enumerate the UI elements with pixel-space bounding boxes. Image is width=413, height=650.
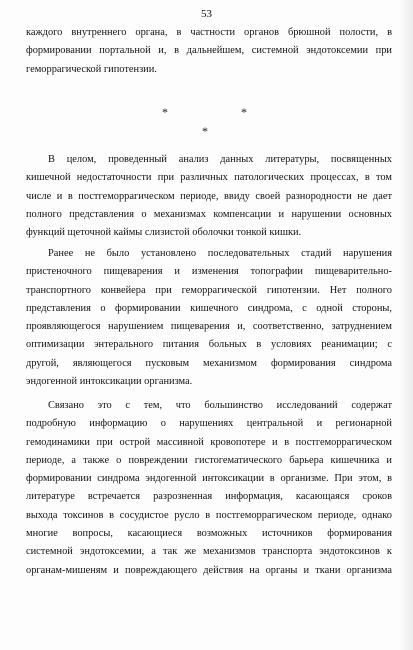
text-line: проявляющегося нарушением пищеварения и, соответственно, затруднением [26,321,392,333]
text-line: органам-мишеням и повреждающего действия на органы и ткани организма [26,564,392,576]
text-line: системной эндотоксемии, а так же механизмов транспорта эндотоксинов к [26,546,392,558]
text-line: другой, являющегося пусковым механизмом формирования синдрома [26,357,392,369]
text-line: формировании портальной и, в дальнейшем, системной эндотоксемии при [26,45,392,57]
text-line: выхода токсинов в сосудистое русло в постгеморрагическом периоде, однако [26,509,392,521]
paragraph [26,151,392,242]
text-line: пристеночного пищеварения и изменения топографии пищеварительно- [26,266,392,278]
text-line: геморрагической гипотензии. [26,63,157,75]
text-line: формировании синдрома эндогенной интоксикации в организме. При этом, в [26,473,392,485]
text-line: эндогенной интоксикации организма. [26,376,193,388]
page-edge-shadow [399,0,413,650]
text-line: оптимизации энтерального питания больных в условиях реанимации; с [26,339,392,351]
text-line: подробную информацию о нарушениях центральной и регионарной [26,418,392,430]
text-line: Ранее не было установлено последовательных стадий нарушения [48,248,392,259]
text-line: полного представления о механизмах компенсации и нарушении основных [26,208,392,220]
text-line: кишечной недостаточности при различных патологических процессах, в том [26,172,392,184]
paragraph-continuation [26,24,392,79]
text-line: функций щеточной каймы слизистой оболочки тонкой кишки. [26,227,302,239]
text-line: В целом, проведенный анализ данных литературы, посвященных [48,154,392,165]
text-line: многие вопросы, касающиеся возможных источников формирования [26,528,392,540]
text-line: гемодинамики при острой массивной кровопотере и в постгеморрагическом [26,436,392,448]
paragraph [26,245,392,391]
text-line: периоде, а также о повреждении гистогематического барьера кишечника и [26,454,392,466]
text-line: транспортного конвейера при геморрагической гипотензии. Нет полного [26,284,392,296]
text-line: Связано это с тем, что большинство исследований содержат [48,400,392,411]
text-line: литературе встречается разрозненная информация, касающаяся сроков [26,491,392,503]
separator-asterisk: * [241,105,247,119]
separator-asterisk: * [202,124,208,138]
separator-asterisk: * [162,105,168,119]
text-line: каждого внутреннего органа, в частности органов брюшной полости, в [26,27,392,38]
text-line: числе и в постгеморрагическом периоде, ввиду своей разнородности не дает [26,190,392,202]
paragraph [26,397,392,580]
page-number: 53 [201,8,212,20]
text-line: представления о формировании кишечного синдрома, с одной стороны, [26,302,392,314]
